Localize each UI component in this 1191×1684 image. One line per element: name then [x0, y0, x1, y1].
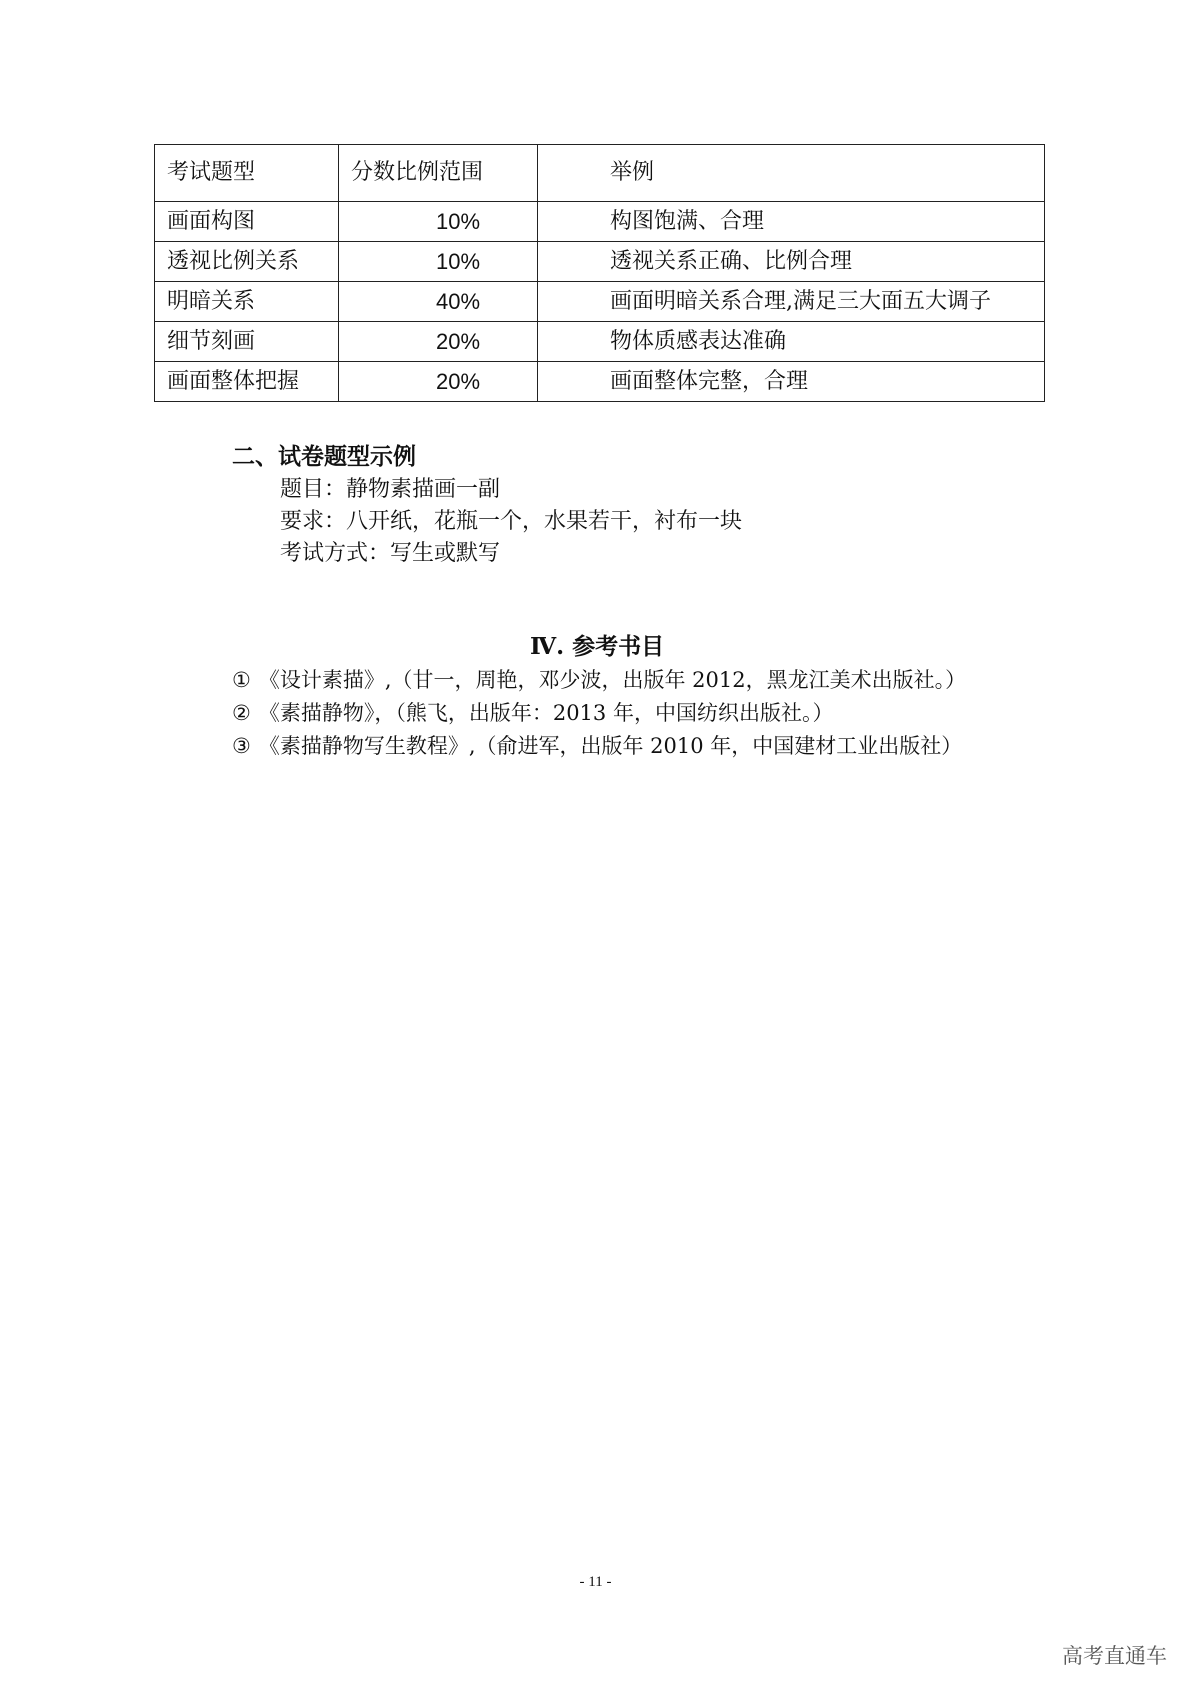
reference-marker: ② [232, 701, 251, 725]
row-percent: 20% [339, 362, 538, 402]
row-example: 透视关系正确、比例合理 [538, 242, 1045, 282]
watermark: 高考直通车 [1062, 1644, 1167, 1668]
table-row [155, 282, 1045, 322]
page-number: - 11 - [579, 1574, 612, 1590]
table-row [155, 322, 1045, 362]
row-type: 画面构图 [155, 202, 339, 242]
row-type: 透视比例关系 [155, 242, 339, 282]
reference-item [232, 730, 962, 760]
row-type: 明暗关系 [155, 282, 339, 322]
exam-method-line: 考试方式：写生或默写 [280, 541, 501, 566]
score-table [154, 144, 1045, 402]
header-example: 举例 [538, 145, 1045, 202]
reference-item [232, 664, 966, 694]
section-heading: 二、试卷题型示例 [232, 444, 416, 470]
row-percent: 40% [339, 282, 538, 322]
reference-text: 《素描静物》，（熊飞，出版年：2013 年，中国纺织出版社。） [258, 701, 834, 725]
references-heading: Ⅳ. 参考书目 [530, 633, 665, 660]
reference-marker: ③ [232, 734, 251, 758]
table-row [155, 242, 1045, 282]
exam-requirement-line: 要求：八开纸，花瓶一个，水果若干，衬布一块 [280, 509, 743, 534]
table-header-row [155, 145, 1045, 202]
table-row [155, 362, 1045, 402]
table-row [155, 202, 1045, 242]
row-type: 细节刻画 [155, 322, 339, 362]
row-example: 构图饱满、合理 [538, 202, 1045, 242]
row-percent: 10% [339, 202, 538, 242]
row-percent: 20% [339, 322, 538, 362]
row-example: 画面明暗关系合理,满足三大面五大调子 [538, 282, 1045, 322]
row-example: 画面整体完整，合理 [538, 362, 1045, 402]
reference-item [232, 697, 833, 727]
reference-marker: ① [232, 668, 251, 692]
header-question-type: 考试题型 [155, 145, 339, 202]
reference-text: 《设计素描》,（甘一，周艳，邓少波，出版年 2012，黑龙江美术出版社。） [258, 668, 967, 692]
reference-text: 《素描静物写生教程》,（俞进军，出版年 2010 年，中国建材工业出版社） [258, 734, 963, 758]
row-type: 画面整体把握 [155, 362, 339, 402]
row-example: 物体质感表达准确 [538, 322, 1045, 362]
row-percent: 10% [339, 242, 538, 282]
header-score-range: 分数比例范围 [339, 145, 538, 202]
exam-topic-line: 题目：静物素描画一副 [280, 477, 501, 502]
